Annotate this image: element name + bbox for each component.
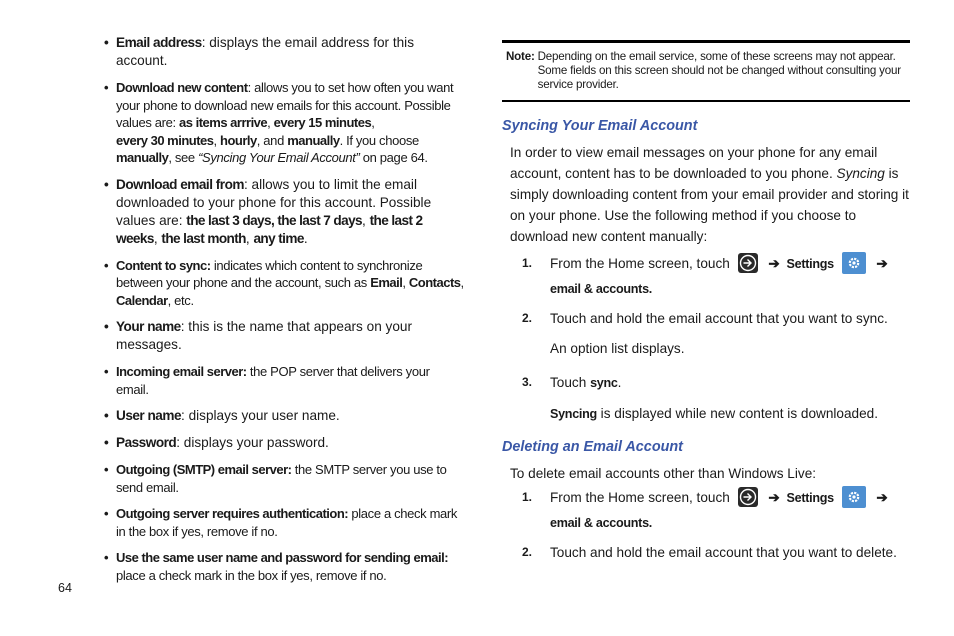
bullet-outgoing-auth: • Outgoing server requires authentication: place a check mark in the box if yes, remove if no. — [104, 506, 458, 539]
email-accounts-label: email & accounts. — [550, 282, 652, 296]
sync-step-1: 1. From the Home screen, touch ➔ Settings ➔ — [502, 251, 910, 277]
bullet-email-address: • Email address: displays the email address for this account. — [104, 35, 414, 68]
arrow-circle-icon[interactable] — [738, 487, 758, 507]
email-accounts-label: email & accounts. — [550, 516, 652, 530]
right-column: Note: Depending on the email service, some of these screens may not appear. Some fields on this screen should not be changed without consulting your service provider. Syncing Your Email Account In order to view email messages on your phone for any email account, content has to be downloaded to you phone. Syncing is simply downloading content from your email provider and storing it on your phone. Use the following method if you choose to download new content manually: 1. From the Home screen, touch ➔ Settings ➔ email & accounts. 2. Touch and hold the email account that you want to sync. An option list displays. 3. Touch sync. Syncing is displayed while new content is downloaded. Deleting an Email Account To delete email accounts other than Windows Live: 1. From the Home screen, touch ➔ Settings ➔ email & accounts. 2. Touch and hold the email account that you want to delete. — [502, 40, 910, 565]
gear-icon[interactable] — [842, 486, 866, 508]
settings-label: Settings — [786, 491, 834, 505]
bullet-password: • Password: displays your password. — [104, 435, 329, 450]
bullet-user-name: • User name: displays your user name. — [104, 408, 340, 423]
gear-icon[interactable] — [842, 252, 866, 274]
heading-syncing: Syncing Your Email Account — [502, 118, 698, 134]
bullet-content-to-sync: • Content to sync: indicates which content to synchronize between your phone and the account, such as Email, Contacts, Calendar, etc. — [104, 257, 464, 308]
bullet-your-name: • Your name: this is the name that appears on your messages. — [104, 319, 412, 352]
note-box — [502, 40, 910, 102]
arrow-circle-icon[interactable] — [738, 253, 758, 273]
sync-step-2: 2. Touch and hold the email account that you want to sync. — [522, 311, 888, 326]
page-number: 64 — [58, 581, 72, 595]
arrow-glyph: ➔ — [768, 256, 780, 271]
heading-deleting: Deleting an Email Account — [502, 439, 683, 455]
sync-step-3: 3. Touch sync. — [522, 375, 622, 390]
paragraph-syncing: In order to view email messages on your phone for any email account, content has to be downloaded to you phone. Syncing is simply downloading content from your email provider and storing it on your phone. Use the following method if you choose to download new content manually: — [510, 145, 909, 244]
left-column — [104, 34, 464, 593]
bullet-download-email-from: • Download email from: allows you to limit the email downloaded to your phone for this account. Possible values are: the last 3 days, the last 7 days, the last 2 weeks, the last month, any time. — [104, 176, 432, 246]
bullet-download-new-content: • Download new content: allows you to set how often you want your phone to download new emails for this account. Possible values are: as items arrrive, every 15 minutes, every 30 minutes, hourly, and manually. If you choose manually, see “Syncing Your Email Account” on page 64. — [104, 80, 454, 165]
bullet-outgoing-server: • Outgoing (SMTP) email server: the SMTP server you use to send email. — [104, 462, 447, 495]
delete-step-2: 2. Touch and hold the email account that you want to delete. — [522, 545, 897, 560]
bullet-same-credentials: • Use the same user name and password for sending email: place a check mark in the box if yes, remove if no. — [104, 550, 449, 583]
note-label: Note: — [506, 50, 535, 63]
note-text: Depending on the email service, some of these screens may not appear. Some fields on this screen should not be changed without consulting your service provider. — [537, 50, 901, 91]
bullet-incoming-server: • Incoming email server: the POP server that delivers your email. — [104, 364, 430, 397]
cross-reference-link[interactable]: “Syncing Your Email Account” — [198, 150, 360, 165]
settings-label: Settings — [786, 257, 834, 271]
arrow-glyph: ➔ — [876, 256, 888, 271]
delete-step-1: 1. From the Home screen, touch ➔ Settings ➔ — [502, 485, 910, 511]
arrow-glyph: ➔ — [876, 490, 888, 505]
paragraph-deleting: To delete email accounts other than Windows Live: — [510, 466, 817, 481]
arrow-glyph: ➔ — [768, 490, 780, 505]
